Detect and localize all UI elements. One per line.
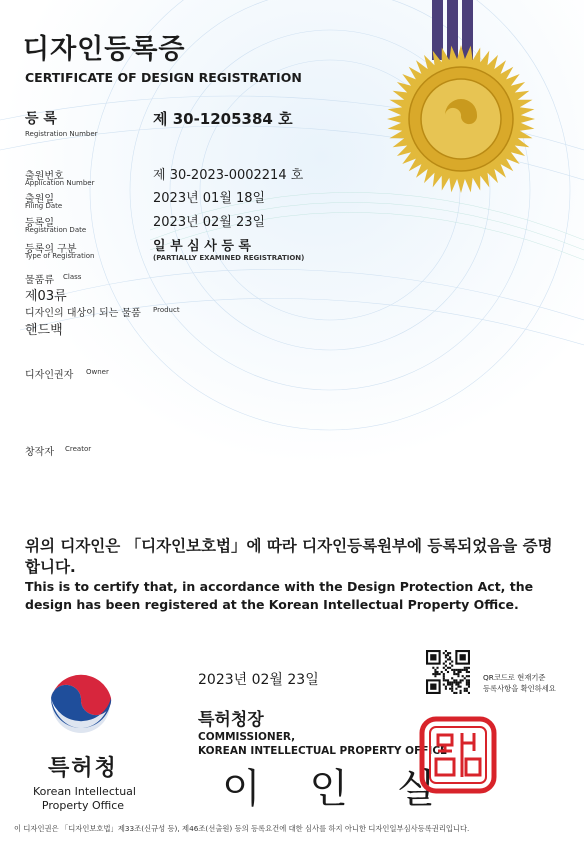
kipo-logo-text-en-line1: Korean Intellectual bbox=[33, 785, 136, 798]
commissioner-title-ko: 특허청장 bbox=[198, 710, 264, 730]
kipo-logo-text-en bbox=[33, 785, 136, 813]
kipo-logo-text-en-line2: Property Office bbox=[41, 799, 125, 812]
registration-type-ko: 일 부 심 사 등 록 bbox=[153, 239, 251, 254]
kipo-logo-icon bbox=[43, 668, 119, 744]
application-number: 제 30-2023-0002214 호 bbox=[153, 168, 304, 183]
class-value: 제03류 bbox=[25, 289, 67, 304]
commissioner-en-line1: COMMISSIONER, bbox=[198, 731, 296, 743]
qr-note-line1: QR코드로 현재기준 bbox=[483, 673, 546, 682]
certification-text-ko: 위의 디자인은 「디자인보호법」에 따라 디자인등록원부에 등록되었음을 증명합니다. bbox=[25, 537, 553, 576]
certificate-title-ko: 디자인등록증 bbox=[23, 34, 186, 65]
registration-label-en: Registration Number bbox=[25, 130, 98, 138]
type-label-en: Type of Registration bbox=[25, 252, 95, 260]
class-label-en: Class bbox=[63, 273, 82, 281]
registration-number: 제 30-1205384 호 bbox=[153, 110, 293, 128]
registration-date-label-ko: 등록일 bbox=[25, 218, 54, 229]
kipo-logo-text-ko: 특허청 bbox=[48, 756, 118, 781]
product-value: 핸드백 bbox=[25, 323, 63, 338]
footer-notice: 이 디자인권은 「디자인보호법」제33조(신규성 등), 제46조(선출원) 등의 등록요건에 대한 심사를 하지 아니한 디자인일부심사등록권리입니다. bbox=[14, 824, 470, 833]
certification-text-en: This is to certify that, in accordance with the Design Protection Act, the design has been registered at the Korean Intellectual Property Office. bbox=[25, 579, 534, 612]
product-label-ko: 디자인의 대상이 되는 물품 bbox=[25, 308, 141, 319]
application-label-ko: 출원번호 bbox=[25, 171, 64, 182]
qr-code-icon[interactable] bbox=[426, 650, 470, 694]
official-stamp-icon bbox=[418, 715, 498, 795]
gold-seal-icon bbox=[385, 43, 537, 195]
registration-label-ko: 등 록 bbox=[25, 111, 57, 127]
type-label-ko: 등록의 구분 bbox=[25, 244, 77, 255]
owner-label-en: Owner bbox=[86, 368, 109, 376]
commissioner-title-en bbox=[198, 730, 447, 758]
owner-label-ko: 디자인권자 bbox=[25, 370, 74, 381]
commissioner-en-line2: KOREAN INTELLECTUAL PROPERTY OFFICE bbox=[198, 745, 448, 757]
product-label-en: Product bbox=[153, 306, 180, 314]
creator-label-en: Creator bbox=[65, 445, 92, 453]
qr-note bbox=[483, 672, 556, 694]
registration-date: 2023년 02월 23일 bbox=[153, 215, 266, 230]
filing-date: 2023년 01월 18일 bbox=[153, 191, 266, 206]
certificate-title-en: CERTIFICATE OF DESIGN REGISTRATION bbox=[25, 70, 302, 85]
application-label-en: Application Number bbox=[25, 179, 95, 187]
registration-type-en: (PARTIALLY EXAMINED REGISTRATION) bbox=[153, 254, 305, 262]
filing-label-en: Filing Date bbox=[25, 202, 63, 210]
issue-date: 2023년 02월 23일 bbox=[198, 672, 319, 688]
registration-date-label-en: Registration Date bbox=[25, 226, 87, 234]
class-label-ko: 물품류 bbox=[25, 275, 54, 286]
filing-label-ko: 출원일 bbox=[25, 194, 54, 205]
qr-note-line2: 등록사항을 확인하세요 bbox=[483, 684, 556, 693]
creator-label-ko: 창작자 bbox=[25, 447, 54, 458]
commissioner-signature: 이 인 실 bbox=[222, 766, 454, 812]
